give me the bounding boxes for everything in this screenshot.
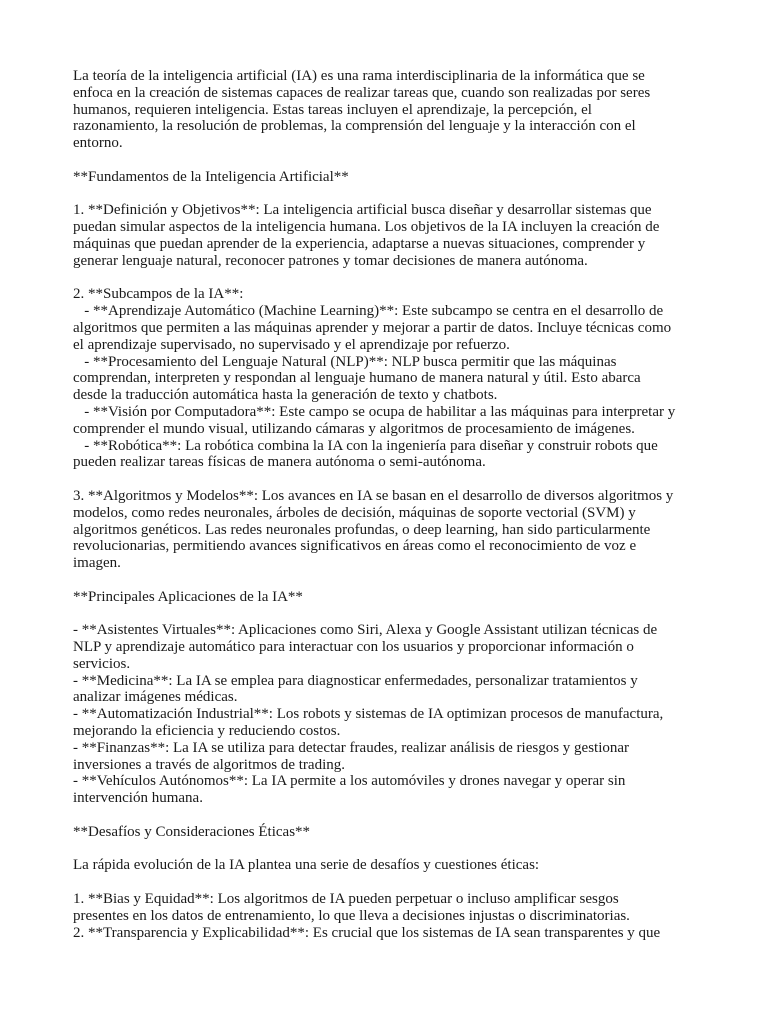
text-line: humanos, requieren inteligencia. Estas tareas incluyen el aprendizaje, la percepción, el — [73, 101, 592, 118]
text-line: inversiones a través de algoritmos de trading. — [73, 756, 346, 773]
text-line: - **Robótica**: La robótica combina la IA con la ingeniería para diseñar y construir robots que — [73, 437, 658, 454]
definicion-objetivos-paragraph — [73, 202, 703, 269]
aplicaciones-list — [73, 622, 703, 807]
text-line: desde la traducción automática hasta la generación de texto y chatbots. — [73, 387, 498, 404]
text-line: 2. **Transparencia y Explicabilidad**: Es crucial que los sistemas de IA sean transparentes y que — [73, 924, 661, 941]
text-line: 2. **Subcampos de la IA**: — [73, 286, 244, 303]
text-line: La teoría de la inteligencia artificial (IA) es una rama interdisciplinaria de la informática que se — [73, 68, 645, 84]
text-line: - **Procesamiento del Lenguaje Natural (NLP)**: NLP busca permitir que las máquinas — [73, 353, 617, 370]
text-line: 3. **Algoritmos y Modelos**: Los avances en IA se basan en el desarrollo de diversos algoritmos y — [73, 487, 674, 504]
text-line: pueden realizar tareas físicas de manera autónoma o semi-autónoma. — [73, 454, 486, 471]
text-line: - **Medicina**: La IA se emplea para diagnosticar enfermedades, personalizar tratamientos y — [73, 672, 638, 689]
text-line: modelos, como redes neuronales, árboles de decisión, máquinas de soporte vectorial (SVM) y — [73, 504, 636, 521]
text-line: - **Asistentes Virtuales**: Aplicaciones como Siri, Alexa y Google Assistant utilizan técnicas de — [73, 622, 658, 639]
text-line: servicios. — [73, 655, 131, 672]
text-line: NLP y aprendizaje automático para interactuar con los usuarios y proporcionar información o — [73, 639, 634, 656]
text-line: presentes en los datos de entrenamiento, lo que lleva a decisiones injustas o discriminatorias. — [73, 907, 630, 924]
section-heading-fundamentos: **Fundamentos de la Inteligencia Artificial** — [73, 168, 349, 185]
text-line: imagen. — [73, 555, 121, 572]
text-line: - **Vehículos Autónomos**: La IA permite a los automóviles y drones navegar y operar sin — [73, 773, 626, 790]
text-line: - **Finanzas**: La IA se utiliza para detectar fraudes, realizar análisis de riesgos y gestionar — [73, 739, 630, 756]
text-line: revolucionarias, permitiendo avances significativos en áreas como el reconocimiento de voz e — [73, 538, 637, 555]
section-heading-aplicaciones: **Principales Aplicaciones de la IA** — [73, 588, 303, 605]
text-line: razonamiento, la resolución de problemas, la comprensión del lenguaje y la interacción con el — [73, 118, 636, 135]
text-line: algoritmos genéticos. Las redes neuronales profundas, o deep learning, han sido particularmente — [73, 521, 651, 538]
document-body — [73, 68, 703, 941]
text-line: - **Automatización Industrial**: Los robots y sistemas de IA optimizan procesos de manufactura, — [73, 706, 664, 723]
desafios-intro: La rápida evolución de la IA plantea una serie de desafíos y cuestiones éticas: — [73, 857, 540, 874]
text-line: 1. **Definición y Objetivos**: La inteligencia artificial busca diseñar y desarrollar sistemas que — [73, 202, 652, 219]
text-line: algoritmos que permiten a las máquinas aprender y mejorar a partir de datos. Incluye técnicas como — [73, 319, 672, 336]
text-line: máquinas que puedan aprender de la experiencia, adaptarse a nuevas situaciones, comprender y — [73, 235, 646, 252]
text-line: intervención humana. — [73, 790, 203, 807]
text-line: generar lenguaje natural, reconocer patrones y tomar decisiones de manera autónoma. — [73, 252, 588, 269]
intro-paragraph — [73, 68, 703, 152]
desafios-list — [73, 891, 703, 941]
text-line: comprender el mundo visual, utilizando cámaras y algoritmos de procesamiento de imágenes. — [73, 420, 635, 437]
text-line: entorno. — [73, 135, 123, 152]
text-line: analizar imágenes médicas. — [73, 689, 238, 706]
section-heading-desafios: **Desafíos y Consideraciones Éticas** — [73, 823, 311, 840]
text-line: 1. **Bias y Equidad**: Los algoritmos de IA pueden perpetuar o incluso amplificar sesgos — [73, 891, 619, 908]
text-line: mejorando la eficiencia y reduciendo costos. — [73, 723, 341, 740]
text-line: el aprendizaje supervisado, no supervisado y el aprendizaje por refuerzo. — [73, 336, 510, 353]
text-line: puedan simular aspectos de la inteligencia humana. Los objetivos de la IA incluyen la creación de — [73, 219, 660, 236]
text-line: - **Visión por Computadora**: Este campo se ocupa de habilitar a las máquinas para interpretar y — [73, 403, 676, 420]
text-line: - **Aprendizaje Automático (Machine Learning)**: Este subcampo se centra en el desarrollo de — [73, 303, 664, 320]
algoritmos-paragraph — [73, 488, 703, 572]
text-line: enfoca en la creación de sistemas capaces de realizar tareas que, cuando son realizadas por seres — [73, 84, 651, 101]
text-line: comprendan, interpreten y respondan al lenguaje humano de manera natural y útil. Esto abarca — [73, 370, 641, 387]
subcampos-list — [73, 286, 703, 471]
